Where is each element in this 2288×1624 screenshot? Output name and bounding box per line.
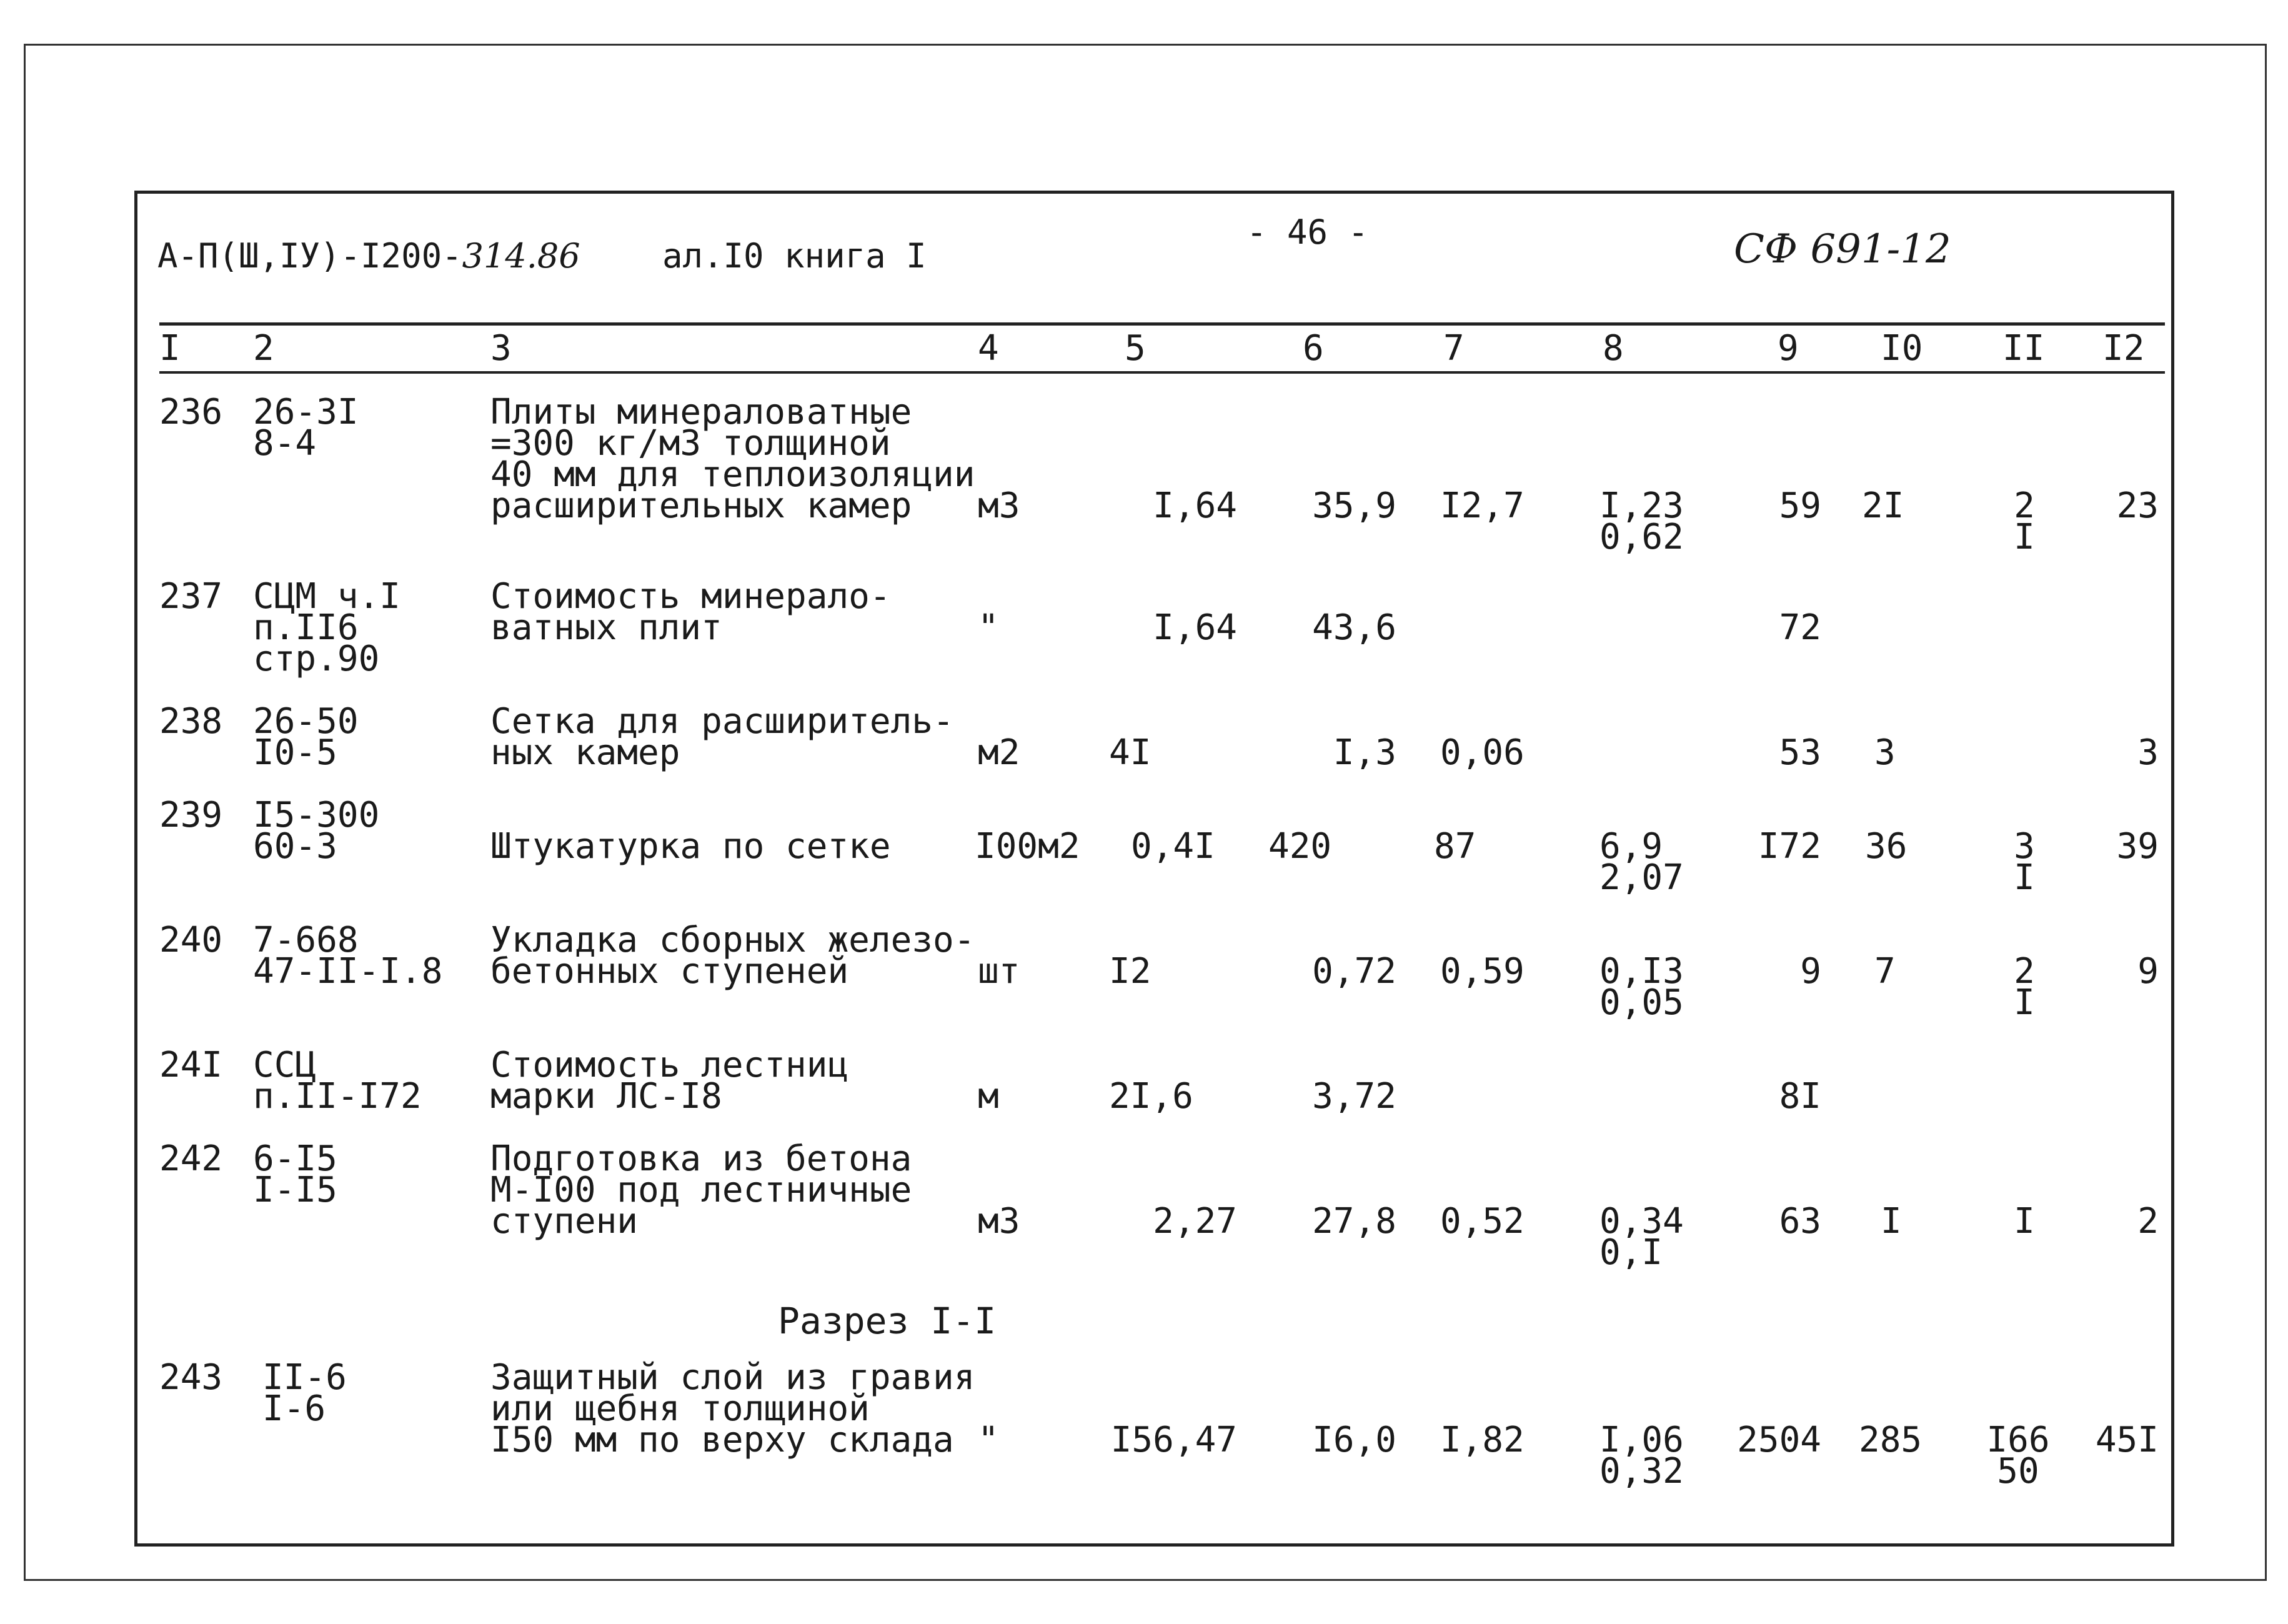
row-unit: шт xyxy=(978,951,1020,992)
row-code: 6-I5 I-I5 xyxy=(253,1138,337,1210)
row-unit-price: 35,9 xyxy=(1312,486,1396,526)
row-description: Стоимость лестниц марки ЛС-I8 xyxy=(490,1045,849,1117)
row-col10: I xyxy=(1881,1201,1902,1242)
row-unit-price: 0,72 xyxy=(1312,951,1396,992)
row-col11: 2 I xyxy=(2014,486,2035,557)
row-number: 24I xyxy=(159,1045,223,1085)
row-unit: м3 xyxy=(978,1201,1020,1242)
col-num: 4 xyxy=(978,328,999,369)
row-code: ССЦ п.II-I72 xyxy=(253,1045,422,1117)
col-num: I0 xyxy=(1881,328,1923,369)
row-unit-price: 43,6 xyxy=(1312,607,1396,648)
row-description: Плиты минераловатные =300 кг/м3 толщиной 40 мм для теплоизоляции расширительных камер xyxy=(490,392,975,526)
row-machines: I,23 0,62 xyxy=(1599,486,1684,557)
row-machines: 6,9 2,07 xyxy=(1599,826,1684,898)
col-num: 9 xyxy=(1778,328,1799,369)
row-col12: 45I xyxy=(2095,1420,2159,1460)
col-num: 5 xyxy=(1125,328,1146,369)
row-quantity: I2 xyxy=(1109,951,1151,992)
row-col10: 3 xyxy=(1874,732,1896,773)
row-code: 7-668 47-II-I.8 xyxy=(253,920,443,992)
row-col10: 2I xyxy=(1862,486,1904,526)
row-wage: 0,06 xyxy=(1440,732,1525,773)
row-unit-price: 420 xyxy=(1268,826,1332,867)
col-num: 2 xyxy=(253,328,274,369)
header-line-bottom xyxy=(159,371,2165,374)
row-col10: 7 xyxy=(1874,951,1896,992)
row-quantity: I56,47 xyxy=(1110,1420,1237,1460)
col-num: I2 xyxy=(2102,328,2145,369)
row-quantity: 2,27 xyxy=(1153,1201,1237,1242)
row-number: 242 xyxy=(159,1138,223,1179)
row-wage: 0,59 xyxy=(1440,951,1525,992)
col-num: I xyxy=(159,328,181,369)
row-col11: 2 I xyxy=(2014,951,2035,1023)
row-col12: 23 xyxy=(2116,486,2159,526)
row-machines: I,06 0,32 xyxy=(1599,1420,1684,1492)
row-unit: I00м2 xyxy=(975,826,1080,867)
row-number: 238 xyxy=(159,701,223,742)
row-description: Защитный слой из гравия или щебня толщиной I50 мм по верху склада xyxy=(490,1357,975,1460)
row-unit-price: 27,8 xyxy=(1312,1201,1396,1242)
row-col11: I66 50 xyxy=(1986,1420,2050,1492)
row-unit: м3 xyxy=(978,486,1020,526)
row-code: 26-50 I0-5 xyxy=(253,701,359,773)
row-number: 243 xyxy=(159,1357,223,1398)
row-description: Стоимость минерало- ватных плит xyxy=(490,576,891,648)
row-total: 2504 xyxy=(1737,1420,1821,1460)
row-quantity: 0,4I xyxy=(1131,826,1215,867)
row-quantity: 4I xyxy=(1109,732,1151,773)
row-unit-price: I6,0 xyxy=(1312,1420,1396,1460)
row-number: 236 xyxy=(159,392,223,432)
row-code: I5-300 60-3 xyxy=(253,795,380,867)
header-line-top xyxy=(159,322,2165,326)
row-col10: 285 xyxy=(1859,1420,1922,1460)
col-num: 6 xyxy=(1303,328,1324,369)
row-col10: 36 xyxy=(1865,826,1907,867)
stamp-number: СФ 691-12 xyxy=(1734,226,1951,272)
row-col12: 39 xyxy=(2116,826,2159,867)
row-wage: I,82 xyxy=(1440,1420,1525,1460)
row-quantity: I,64 xyxy=(1153,486,1237,526)
row-total: I72 xyxy=(1758,826,1821,867)
row-unit: " xyxy=(978,607,999,648)
row-col12: 3 xyxy=(2137,732,2159,773)
row-wage: 0,52 xyxy=(1440,1201,1525,1242)
section-title: Разрез I-I xyxy=(778,1300,997,1342)
row-unit: " xyxy=(978,1420,999,1460)
col-num: 3 xyxy=(490,328,512,369)
row-quantity: I,64 xyxy=(1153,607,1237,648)
document-sheet xyxy=(134,191,2174,1547)
col-num: II xyxy=(2002,328,2045,369)
row-unit-price: I,3 xyxy=(1333,732,1396,773)
row-description: Укладка сборных железо- бетонных ступеней xyxy=(490,920,975,992)
col-num: 7 xyxy=(1443,328,1465,369)
document-code-handwritten: 314.86 xyxy=(462,236,580,276)
row-number: 240 xyxy=(159,920,223,960)
row-number: 237 xyxy=(159,576,223,617)
row-total: 9 xyxy=(1800,951,1821,992)
row-total: 53 xyxy=(1779,732,1821,773)
row-total: 8I xyxy=(1779,1076,1821,1117)
row-machines: 0,I3 0,05 xyxy=(1599,951,1684,1023)
col-num: 8 xyxy=(1603,328,1624,369)
row-description: Подготовка из бетона М-I00 под лестничные ступени xyxy=(490,1138,912,1242)
row-col12: 2 xyxy=(2137,1201,2159,1242)
row-unit-price: 3,72 xyxy=(1312,1076,1396,1117)
row-description: Штукатурка по сетке xyxy=(490,826,891,867)
row-code: II-6 I-6 xyxy=(262,1357,347,1429)
row-description: Сетка для расширитель- ных камер xyxy=(490,701,954,773)
row-unit: м2 xyxy=(978,732,1020,773)
row-machines: 0,34 0,I xyxy=(1599,1201,1684,1273)
row-wage: 87 xyxy=(1434,826,1476,867)
document-code-text: А-П(Ш,IУ)-I200- xyxy=(157,236,462,276)
row-col11: I xyxy=(2014,1201,2035,1242)
row-quantity: 2I,6 xyxy=(1109,1076,1193,1117)
row-col11: 3 I xyxy=(2014,826,2035,898)
row-code: СЦМ ч.I п.II6 стр.90 xyxy=(253,576,401,679)
row-col12: 9 xyxy=(2137,951,2159,992)
row-number: 239 xyxy=(159,795,223,835)
row-unit: м xyxy=(978,1076,999,1117)
document-code xyxy=(157,236,580,276)
row-total: 63 xyxy=(1779,1201,1821,1242)
page-number: - 46 - xyxy=(1246,212,1369,252)
album-label: ал.I0 книга I xyxy=(662,236,927,276)
row-total: 72 xyxy=(1779,607,1821,648)
row-total: 59 xyxy=(1779,486,1821,526)
row-wage: I2,7 xyxy=(1440,486,1525,526)
row-code: 26-3I 8-4 xyxy=(253,392,359,464)
